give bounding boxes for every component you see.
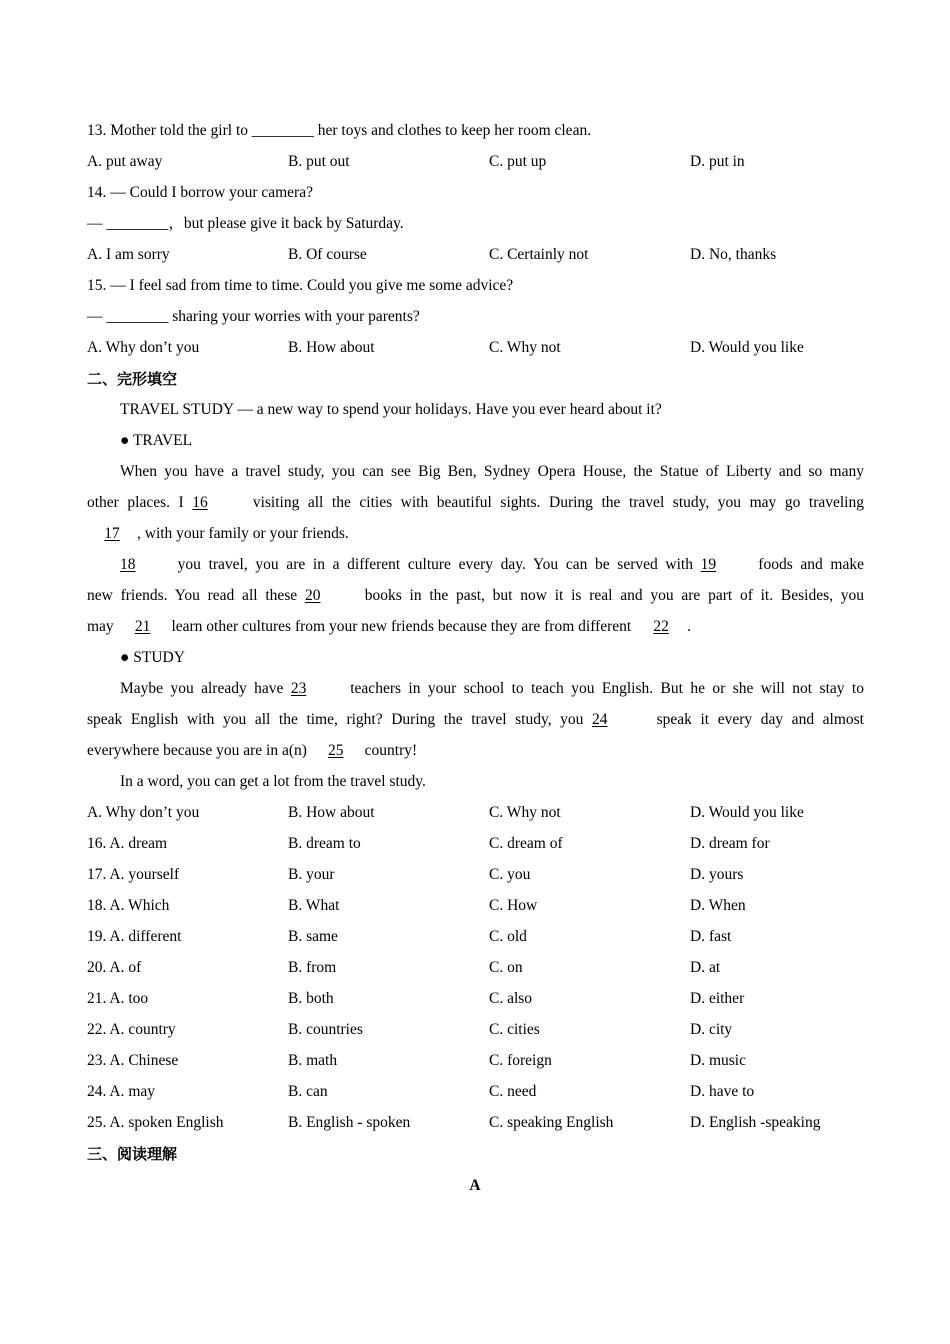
option-c[interactable]: C. speaking English [489, 1114, 614, 1131]
option-a[interactable]: 20. A. of [87, 959, 142, 976]
option-c[interactable]: C. cities [489, 1021, 540, 1038]
passage-text: . [687, 618, 691, 635]
travel-subheading: ● TRAVEL [120, 432, 193, 449]
cloze-question-row [87, 864, 864, 886]
option-d[interactable]: D. city [690, 1021, 733, 1038]
passage-text: new friends. You read all these [87, 587, 305, 604]
option-b[interactable]: B. your [288, 866, 335, 883]
option-a[interactable]: 22. A. country [87, 1021, 176, 1038]
passage-line [87, 740, 864, 762]
option-b[interactable]: B. math [288, 1052, 338, 1069]
option-c[interactable]: C. foreign [489, 1052, 552, 1069]
passage-line [87, 585, 864, 607]
passage-text: country! [360, 742, 418, 759]
option-b[interactable]: B. Of course [288, 246, 367, 263]
option-d[interactable]: D. fast [690, 928, 732, 945]
passage-text: everywhere because you are in a(n) [87, 742, 311, 759]
passage-line [87, 492, 864, 514]
option-b[interactable]: B. both [288, 990, 334, 1007]
blank-21[interactable]: 21 [134, 618, 151, 635]
option-d[interactable]: D. music [690, 1052, 746, 1069]
cloze-question-row [87, 1050, 864, 1072]
question-14-reply: — ________，but please give it back by Saturday. [87, 215, 404, 232]
option-b[interactable]: B. same [288, 928, 338, 945]
option-a[interactable]: 24. A. may [87, 1083, 156, 1100]
passage-text: , with your family or your friends. [137, 525, 349, 542]
option-a[interactable]: A. Why don’t you [87, 804, 200, 821]
option-c[interactable]: C. old [489, 928, 527, 945]
question-14-stem: 14. — Could I borrow your camera? [87, 184, 313, 201]
passage-text: foods and make [750, 556, 865, 573]
option-d[interactable]: D. No, thanks [690, 246, 777, 263]
question-15-reply: — ________ sharing your worries with your parents? [87, 308, 420, 325]
passage-text: speak it every day and almost [648, 711, 864, 728]
option-c[interactable]: C. Why not [489, 804, 561, 821]
passage-text: Maybe you already have [120, 680, 291, 697]
option-d[interactable]: D. put in [690, 153, 745, 170]
option-b[interactable]: B. dream to [288, 835, 361, 852]
option-c[interactable]: C. Why not [489, 339, 561, 356]
question-15-options [87, 337, 864, 359]
section-2-heading: 二、完形填空 [87, 370, 178, 388]
option-c[interactable]: C. need [489, 1083, 537, 1100]
option-d[interactable]: D. English -speaking [690, 1114, 821, 1131]
study-subheading: ● STUDY [120, 649, 185, 666]
option-b[interactable]: B. How about [288, 339, 375, 356]
blank-25[interactable]: 25 [328, 742, 344, 759]
passage-line [87, 616, 864, 638]
option-c[interactable]: C. put up [489, 153, 547, 170]
option-c[interactable]: C. dream of [489, 835, 563, 852]
option-a[interactable]: 17. A. yourself [87, 866, 180, 883]
section-3-heading: 三、阅读理解 [87, 1145, 178, 1163]
passage-text: speak English with you all the time, right? During the travel study, you [87, 711, 593, 728]
option-d[interactable]: D. When [690, 897, 746, 914]
question-13-stem: 13. Mother told the girl to ________ her toys and clothes to keep her room clean. [87, 122, 592, 139]
option-c[interactable]: C. on [489, 959, 523, 976]
cloze-question-row [87, 926, 864, 948]
option-a[interactable]: 21. A. too [87, 990, 149, 1007]
blank-17[interactable]: 17 [104, 525, 120, 542]
option-a[interactable]: 18. A. Which [87, 897, 170, 914]
blank-18[interactable]: 18 [120, 556, 136, 573]
question-13-options [87, 151, 864, 173]
blank-19[interactable]: 19 [700, 556, 717, 573]
option-d[interactable]: D. at [690, 959, 721, 976]
option-c[interactable]: C. also [489, 990, 533, 1007]
cloze-question-row [87, 1081, 864, 1103]
option-d[interactable]: D. Would you like [690, 339, 804, 356]
option-a[interactable]: A. put away [87, 153, 163, 170]
cloze-question-row [87, 1019, 864, 1041]
passage-intro: TRAVEL STUDY — a new way to spend your holidays. Have you ever heard about it? [120, 401, 662, 418]
cloze-question-row [87, 833, 864, 855]
blank-24[interactable]: 24 [592, 711, 608, 728]
passage-text: other places. I [87, 494, 193, 511]
option-d[interactable]: D. either [690, 990, 745, 1007]
option-a[interactable]: 16. A. dream [87, 835, 168, 852]
option-d[interactable]: D. Would you like [690, 804, 804, 821]
option-c[interactable]: C. How [489, 897, 538, 914]
passage-line [87, 523, 864, 545]
question-14-options [87, 244, 864, 266]
option-b[interactable]: B. How about [288, 804, 375, 821]
option-c[interactable]: C. you [489, 866, 531, 883]
passage-text: visiting all the cities with beautiful sights. During the travel study, you may go traveling [244, 494, 864, 511]
option-a[interactable]: 25. A. spoken English [87, 1114, 224, 1131]
passage-line [120, 678, 864, 700]
passage-text: you travel, you are in a different culture every day. You can be served with [170, 556, 701, 573]
option-b[interactable]: B. What [288, 897, 340, 914]
option-a[interactable]: 23. A. Chinese [87, 1052, 179, 1069]
cloze-question-row [87, 957, 864, 979]
passage-line [120, 554, 864, 576]
option-a[interactable]: 19. A. different [87, 928, 182, 945]
option-b[interactable]: B. put out [288, 153, 350, 170]
passage-text: may [87, 618, 118, 635]
passage-conclusion: In a word, you can get a lot from the travel study. [120, 773, 426, 790]
option-b[interactable]: B. countries [288, 1021, 363, 1038]
option-b[interactable]: B. English - spoken [288, 1114, 411, 1131]
passage-line [87, 709, 864, 731]
option-d[interactable]: D. yours [690, 866, 744, 883]
passage-text: learn other cultures from your new friends because they are from different [167, 618, 636, 635]
cloze-question-row [87, 988, 864, 1010]
cloze-question-row [87, 895, 864, 917]
option-a[interactable]: A. Why don’t you [87, 339, 200, 356]
blank-16[interactable]: 16 [192, 494, 208, 511]
cloze-question-row [87, 1112, 864, 1134]
option-d[interactable]: D. dream for [690, 835, 770, 852]
option-b[interactable]: B. can [288, 1083, 328, 1100]
question-15-stem: 15. — I feel sad from time to time. Could you give me some advice? [87, 277, 514, 294]
blank-22[interactable]: 22 [653, 618, 669, 635]
passage-line: When you have a travel study, you can see Big Ben, Sydney Opera House, the Statue of Liberty and so many [120, 463, 864, 480]
passage-text: books in the past, but now it is real and you are part of it. Besides, you [356, 587, 864, 604]
option-c[interactable]: C. Certainly not [489, 246, 589, 263]
passage-label: A [469, 1177, 481, 1194]
passage-text: teachers in your school to teach you English. But he or she will not stay to [342, 680, 864, 697]
blank-23[interactable]: 23 [290, 680, 307, 697]
option-b[interactable]: B. from [288, 959, 337, 976]
option-d[interactable]: D. have to [690, 1083, 755, 1100]
option-a[interactable]: A. I am sorry [87, 246, 170, 263]
options-row [87, 802, 864, 824]
blank-20[interactable]: 20 [304, 587, 321, 604]
